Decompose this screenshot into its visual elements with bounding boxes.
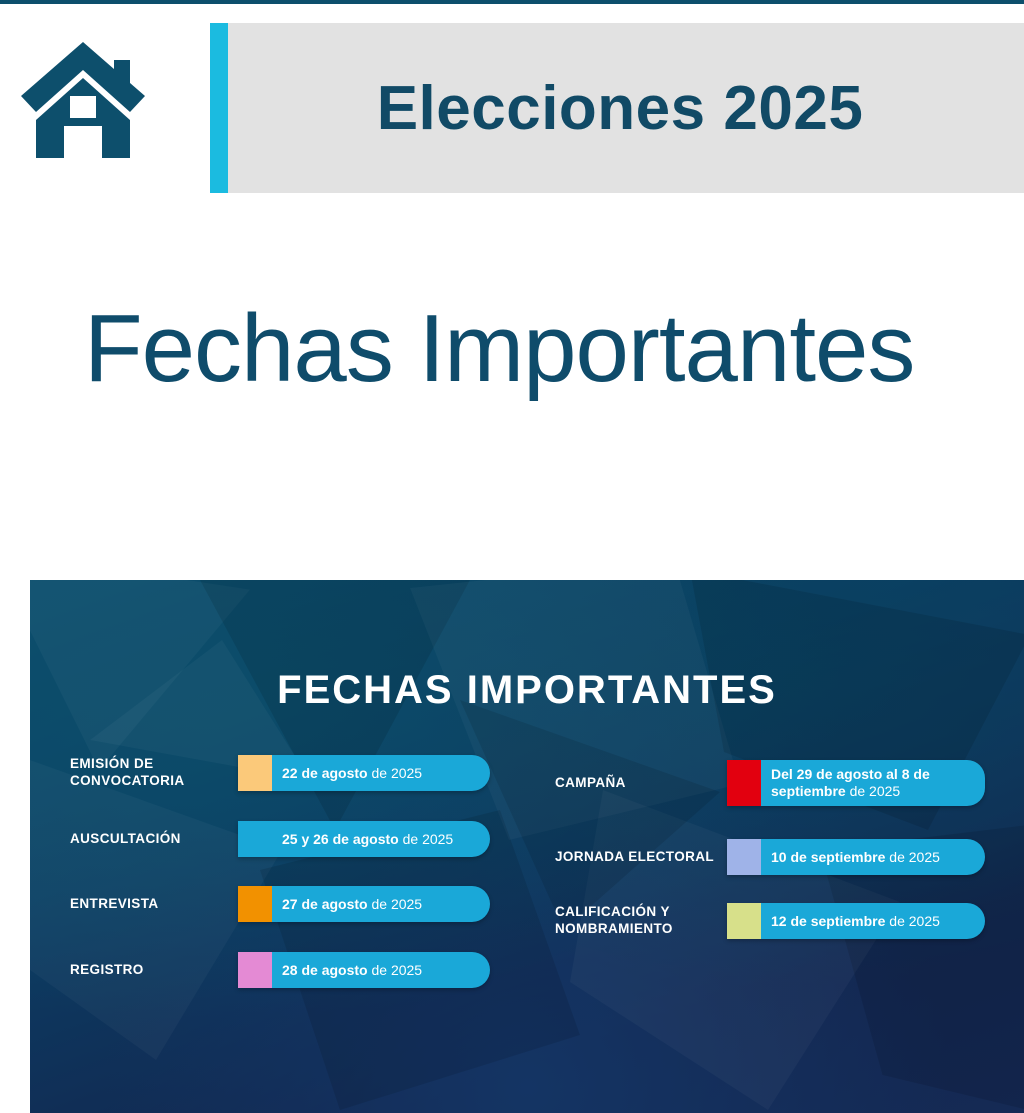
timeline-row-swatch [727,903,761,939]
timeline-row-pill [238,886,490,922]
timeline-row-swatch [238,886,272,922]
date-bold: Del 29 de agosto al 8 de septiembre [771,766,930,799]
timeline-row [70,750,490,796]
date-light: de 2025 [367,895,423,912]
header-title: Elecciones 2025 [376,73,864,143]
home-icon[interactable] [18,34,148,164]
date-light: de 2025 [367,764,423,781]
page-header [0,10,1024,188]
timeline-row-date [761,849,948,866]
date-bold: 28 de agosto [282,961,368,978]
timeline-row-date [761,766,985,800]
timeline-row-swatch [727,760,761,806]
timeline-row-pill [727,839,985,875]
timeline-row-date [272,896,430,913]
date-bold: 25 y 26 de agosto [282,830,399,847]
timeline-row-swatch [727,839,761,875]
header-accent-bar [210,23,228,193]
timeline-row-label: REGISTRO [70,961,144,977]
timeline-row-pill [727,760,985,806]
timeline-row-label: JORNADA ELECTORAL [555,848,715,864]
timeline-row [555,760,985,806]
infographic-title: FECHAS IMPORTANTES [277,668,777,712]
timeline-row-swatch [238,755,272,791]
timeline-row-swatch [238,952,272,988]
timeline-row-label: CAMPAÑA [555,774,626,790]
date-light: de 2025 [398,830,454,847]
date-bold: 10 de septiembre [771,848,886,865]
timeline-row-label: EMISIÓN DE CONVOCATORIA [70,756,185,788]
date-bold: 22 de agosto [282,764,368,781]
timeline-row-label: CALIFICACIÓN Y NOMBRAMIENTO [555,904,673,936]
timeline-row-pill [727,903,985,939]
date-light: de 2025 [367,961,423,978]
timeline-row-date [272,831,461,848]
date-bold: 12 de septiembre [771,912,886,929]
page-title: Fechas Importantes [84,295,915,402]
timeline-row [555,834,985,880]
fechas-importantes-infographic [30,580,1024,1113]
date-light: de 2025 [885,912,940,929]
timeline-row-label: AUSCULTACIÓN [70,830,181,846]
timeline-row-pill [238,755,490,791]
timeline-row [555,898,985,944]
date-light: de 2025 [845,783,901,799]
timeline-row-pill [238,821,490,857]
timeline-row [70,947,490,993]
timeline-row-date [272,962,430,979]
timeline-row [70,881,490,927]
timeline-row-swatch [238,821,272,857]
timeline-row-date [272,765,430,782]
date-light: de 2025 [885,848,940,865]
timeline-row [70,816,490,862]
timeline-row-pill [238,952,490,988]
timeline-row-date [761,913,948,930]
date-bold: 27 de agosto [282,895,368,912]
top-rule [0,0,1024,4]
timeline-row-label: ENTREVISTA [70,895,159,911]
